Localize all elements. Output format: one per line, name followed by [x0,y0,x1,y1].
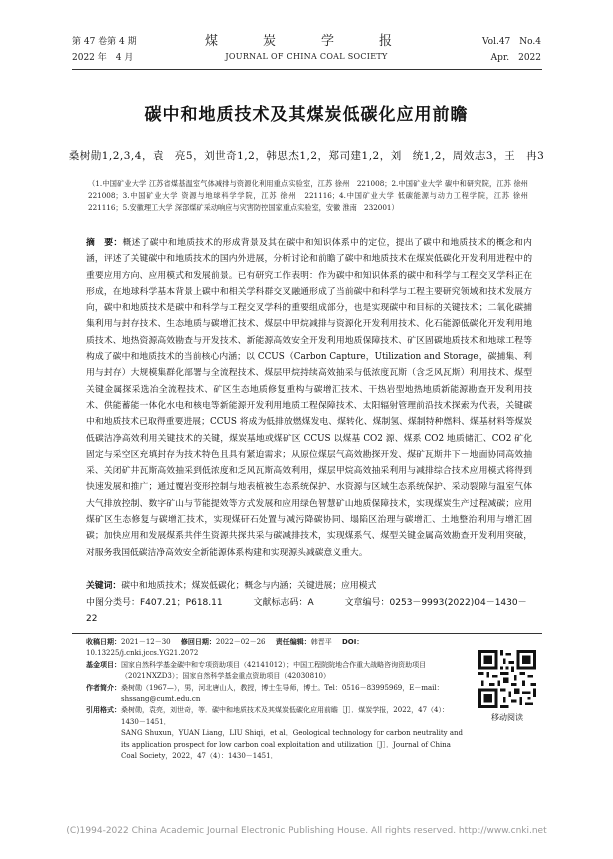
dates-row [86,637,466,660]
citation-en: SANG Shuxun，YUAN Liang，LIU Shiqi，et al．Geological technology for carbon neutrality and its application prospect for low carbon coal exploitation and utilization［J］．Journal of China Coal Society，2022，47（4）：1430－1451． [121,729,463,761]
citation-cn: 桑树勋，袁亮，刘世奇，等．碳中和地质技术及其煤炭低碳化应用前瞻［J］．煤炭学报，2022，47（4）：1430－1451． [121,706,449,726]
header-right [482,34,541,66]
volume-issue-cn: 第 47 卷第 4 期 [72,37,137,47]
clc-number: 中图分类号：F407.21；P618.11 [86,598,223,608]
qr-code-icon[interactable] [478,650,536,708]
editor-name: 韩晋平 [310,638,332,646]
fund-row [86,660,466,683]
affiliations: （1.中国矿业大学 江苏省煤基温室气体减排与资源化利用重点实验室，江苏 徐州 221008；2.中国矿业大学 碳中和研究院，江苏 徐州 221008；3.中国矿业大学 资源与地球科学学院，江苏 徐州 221116；4.中国矿业大学 低碳能源与动力工程学院，江苏 徐州 221116；5.安徽理工大学 深部煤矿采动响应与灾害防控国家重点实验室，安徽 淮南 232001） [88,179,536,212]
classification-line [86,595,532,627]
volume-issue-en: Vol.47 No.4 [481,37,541,47]
author-bio-row [86,683,466,706]
copyright-footer: (C)1994-2022 China Academic Journal Electronic Publishing House. All rights reserved. http://www.cnki.net [66,826,547,836]
journal-name-en: JOURNAL OF CHINA COAL SOCIETY [225,52,388,61]
editor-label: 责任编辑： [275,638,311,646]
author-bio-label: 作者简介： [86,683,121,692]
article-meta [86,637,466,762]
abstract [86,235,532,561]
date-cn: 2022 年 4 月 [72,53,134,63]
keywords-label: 关键词： [86,581,122,591]
citation-label: 引用格式： [86,706,121,715]
date-en: Apr. 2022 [490,53,541,63]
article-title: 碳中和地质技术及其煤炭低碳化应用前瞻 [144,105,469,125]
citation-row [86,705,466,762]
revised-date: 2022－02－26 [215,638,266,646]
fund-label: 基金项目： [86,660,121,669]
article-number: 文章编号：0253－9993(2022)04－1430－22 [86,598,527,624]
document-code: 文献标志码：A [253,598,314,608]
abstract-label: 摘 要： [86,238,123,248]
fund-text: 国家自然科学基金碳中和专项资助项目（42141012）；中国工程院院地合作重大战略咨询资助项目（2021NXZD3）；国家自然科学基金重点资助项目（42030810） [121,660,427,681]
revised-label: 修回日期： [180,638,216,646]
header-divider [72,69,542,70]
author-bio-text: 桑树勋（1967—），男，河北唐山人，教授，博士生导师，博士。Tel：0516－83995969，E－mail：shssang@cumt.edu.cn [121,683,444,704]
journal-name-cn: 煤 炭 学 报 [204,34,408,49]
keywords-text: 碳中和地质技术；煤炭低碳化；概念与内涵；关键进展；应用模式 [121,581,377,591]
meta-divider [72,633,542,634]
doi-value[interactable]: 10.13225/j.cnki.jccs.YG21.2072 [86,649,199,658]
author-list: 桑树勋1,2,3,4，袁 亮5，刘世奇1,2，韩思杰1,2，郑司建1,2，刘 统1,2，周效志3，王 冉3 [68,150,545,162]
keywords [86,578,532,594]
qr-caption: 移动阅读 [491,713,523,722]
received-date: 2021－12－30 [121,638,171,646]
doi-label: DOI： [341,638,364,646]
abstract-text: 概述了碳中和地质技术的形成背景及其在碳中和知识体系中的定位，提出了碳中和地质技术的概念和内涵，评述了关键碳中和地质技术的国内外进展，分析讨论和前瞻了碳中和地质技术在煤炭低碳化开发利用进程中的重要应用方向、应用模式和发展前景。已有研究工作表明：作为碳中和知识体系的碳中和科学与工程交叉学科正在形成，在地球科学基本背景上碳中和相关学科群交叉融通形成了当前碳中和科学与工程主要研究领域和技术发展方向，碳中和地质技术是碳中和科学与工程交叉学科的重要组成部分，也是实现碳中和目标的关键技术；二氧化碳捕集利用与封存技术、生态地质与碳增汇技术、煤层中甲烷减排与资源化开发利用技术、化石能源低碳化开发利用地质技术、地热资源高效勘查与开发技术、新能源高效安全开发利用地质保障技术、矿区固碳地质技术和地球工程等构成了碳中和地质技术的当前核心内涵；以 CCUS（Carbon Capture，Utilization and Storage，碳捕集、利用与封存）大规模集群化部署与全流程技术、煤层甲烷持续高效抽采与低浓度瓦斯（含乏风瓦斯）利用技术、煤型关键金属探采选冶全流程技术、矿区生态地质修复重构与碳增汇技术、干热岩型地热地质新能源勘查开发利用技术、供能蓄能一体化水电和核电等新能源开发利用地质工程保障技术、太阳辐射管理前沿技术探索为代表，关键碳中和地质技术已取得重要进展；CCUS 将成为低排放燃煤发电、煤转化、煤制氢、煤制特种燃料、煤基材料等煤炭低碳洁净高效利用关键技术的关键，煤炭基地或煤矿区 CCUS 以煤基 CO2 源、煤系 CO2 地质储汇、CO2 矿化固定与采空区充填封存为技术特色且具有紧迫需求；从原位煤层气高效勘探开发、煤矿瓦斯井下－地面协同高效抽采、关闭矿井瓦斯高效抽采到低浓度和乏风瓦斯高效利用，煤层甲烷高效抽采利用与减排综合技术应用模式将得到快速发展和推广；通过覆岩变形控制与地表植被生态系统保护、水资源与区域生态系统保护、采动裂隙与温室气体大气排放控制、数字矿山与节能提效等方式发展和应用绿色智慧矿山地质保障技术，实现煤炭生产过程减碳；应用煤矿区生态修复与碳增汇技术，实现煤矸石处置与减污降碳协同、塌陷区治理与碳增汇、土地整治利用与增汇固碳；加快应用和发展煤系共伴生资源共探共采与碳减排技术，实现煤系气、煤型关键金属高效勘查开发利用突破，对服务我国低碳洁净高效安全新能源体系构建和实现源头减碳意义重大。 [86,238,532,558]
received-label: 收稿日期： [86,638,121,646]
